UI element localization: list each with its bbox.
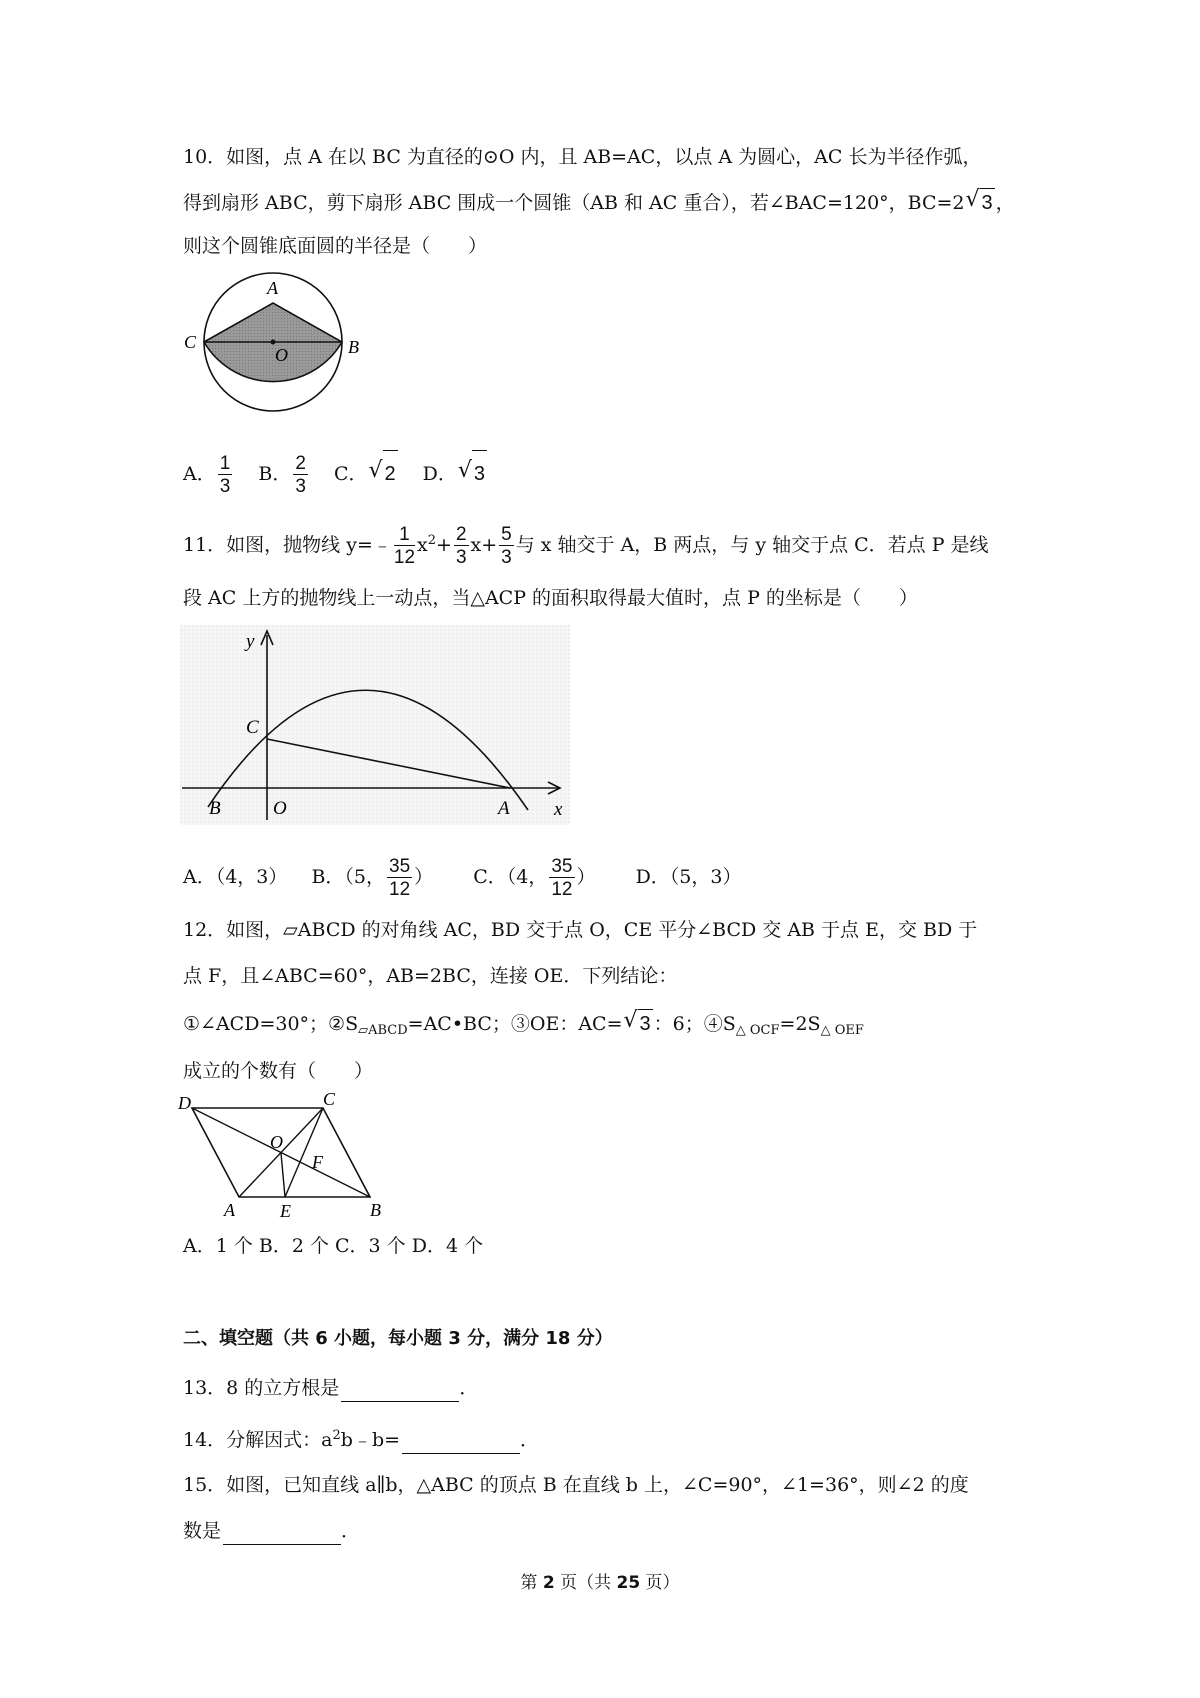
q11-label-b: B <box>209 798 221 819</box>
q10-option-b[interactable]: B． $\frac{2}{3}$ <box>258 453 306 497</box>
q12-diagonal-bd <box>192 1108 370 1197</box>
q10-center-dot <box>271 340 276 345</box>
q11-figure <box>180 625 570 825</box>
q11-label-o: O <box>273 798 287 819</box>
q12-figure <box>178 1093 388 1223</box>
q11-option-c[interactable]: C．（4， $\frac{35}{12}$ ） <box>473 856 596 900</box>
q10-line-2 <box>183 188 1015 217</box>
q11-frac-2: $\frac{2}{3}$ <box>455 524 467 568</box>
q11-label-c: C <box>246 717 259 738</box>
section-2-heading: 二、填空题（共 6 小题，每小题 3 分，满分 18 分） <box>183 1328 613 1349</box>
q10-line-1: 10．如图，点 A 在以 BC 为直径的⊙O 内，且 AB=AC，以点 A 为圆心，AC 长为半径作弧， <box>183 146 982 168</box>
q12-line-1: 12．如图，▱ABCD 的对角线 AC，BD 交于点 O，CE 平分∠BCD 交 AB 于点 E，交 BD 于 <box>183 919 978 941</box>
q11-figure-background <box>180 625 570 825</box>
q15-line-1: 15．如图，已知直线 a∥b，△ABC 的顶点 B 在直线 b 上，∠C=90°，∠1=36°，则∠2 的度 <box>183 1474 969 1496</box>
sqrt-3-q12: √ 3 <box>624 1009 653 1038</box>
sqrt-3: √ 3 <box>966 188 995 217</box>
q10-options <box>183 450 506 497</box>
q10-line-3: 则这个圆锥底面圆的半径是（ ） <box>183 235 488 257</box>
q10-label-c: C <box>184 332 197 352</box>
q12-label-e: E <box>280 1201 291 1221</box>
q12-label-a: A <box>224 1200 235 1220</box>
q11-line-2: 段 AC 上方的抛物线上一动点，当△ACP 的面积取得最大值时，点 P 的坐标是（ ） <box>183 587 918 609</box>
q10-label-a: A <box>267 278 278 298</box>
q12-segment-oe <box>281 1153 285 1197</box>
q12-line-3: ①∠ACD=30°；$②S_{▱ABCD}=AC•BC$；③OE：AC=√ 3 ：6；$④S_{\triangle OCF}=2S_{\triangle OEF}$ <box>183 1009 864 1045</box>
q11-label-y: y <box>246 631 255 652</box>
q12-label-b: B <box>370 1200 381 1220</box>
q15-answer-blank[interactable] <box>223 1524 341 1545</box>
q11-text-prefix: 11．如图，抛物线 y=﹣ <box>183 534 392 556</box>
total-pages: 25 <box>616 1573 641 1593</box>
q10-line-2-text: 得到扇形 ABC，剪下扇形 ABC 围成一个圆锥（AB 和 AC 重合），若∠BAC=120°，BC=2 <box>183 192 965 214</box>
q11-text-suffix: 与 x 轴交于 A，B 两点，与 y 轴交于点 C．若点 P 是线 <box>515 534 989 556</box>
q11-label-a: A <box>498 798 510 819</box>
q12-line-4: 成立的个数有（ ） <box>183 1060 374 1082</box>
q15-line-2: 数是 ． <box>183 1517 360 1545</box>
q10-line-2-end: ， <box>995 192 1015 214</box>
q10-option-c[interactable]: C．√ 2 <box>334 450 399 497</box>
q12-label-c: C <box>323 1093 336 1109</box>
q12-label-o: O <box>270 1132 283 1152</box>
q14-answer-blank[interactable] <box>402 1433 520 1454</box>
q10-label-o: O <box>275 345 288 365</box>
q14: 14．分解因式：$a^2b﹣b=$ ． <box>183 1422 539 1454</box>
q11-option-d[interactable]: D．（5，3） <box>635 866 742 888</box>
page-footer: 第 2 页（共 25 页） <box>520 1573 680 1593</box>
q11-frac-3: $\frac{5}{3}$ <box>501 524 512 568</box>
q11-option-a[interactable]: A．（4，3） <box>183 866 288 888</box>
q11-line-1: 11．如图，抛物线 y=﹣ $\frac{1}{12}$ $x^2+$ $\frac{2}{3}$ x+ $\frac{5}{3}$ 与 x 轴交于 A，B 两点，与 y 轴交于点 C．若点 P 是线 <box>183 524 989 568</box>
q12-label-f: F <box>312 1152 323 1172</box>
q12-label-d: D <box>178 1093 191 1113</box>
q12-line-2: 点 F，且∠ABC=60°，AB=2BC，连接 OE．下列结论： <box>183 965 678 987</box>
q11-option-b[interactable]: B．（5， $\frac{35}{12}$ ） <box>311 856 434 900</box>
page-number: 2 <box>542 1573 555 1593</box>
q10-option-d[interactable]: D．√ 3 <box>423 450 488 497</box>
q10-figure <box>178 272 368 432</box>
q12-options[interactable]: A．1 个 B．2 个 C．3 个 D．4 个 <box>183 1235 484 1257</box>
q10-option-a[interactable]: A． $\frac{1}{3}$ <box>183 453 231 497</box>
q11-label-x: x <box>554 799 563 820</box>
q13: 13．8 的立方根是 ． <box>183 1374 478 1402</box>
q13-answer-blank[interactable] <box>341 1381 459 1402</box>
q11-frac-1: $\frac{1}{12}$ <box>393 524 416 568</box>
q10-label-b: B <box>348 337 359 357</box>
q11-options <box>183 852 759 902</box>
